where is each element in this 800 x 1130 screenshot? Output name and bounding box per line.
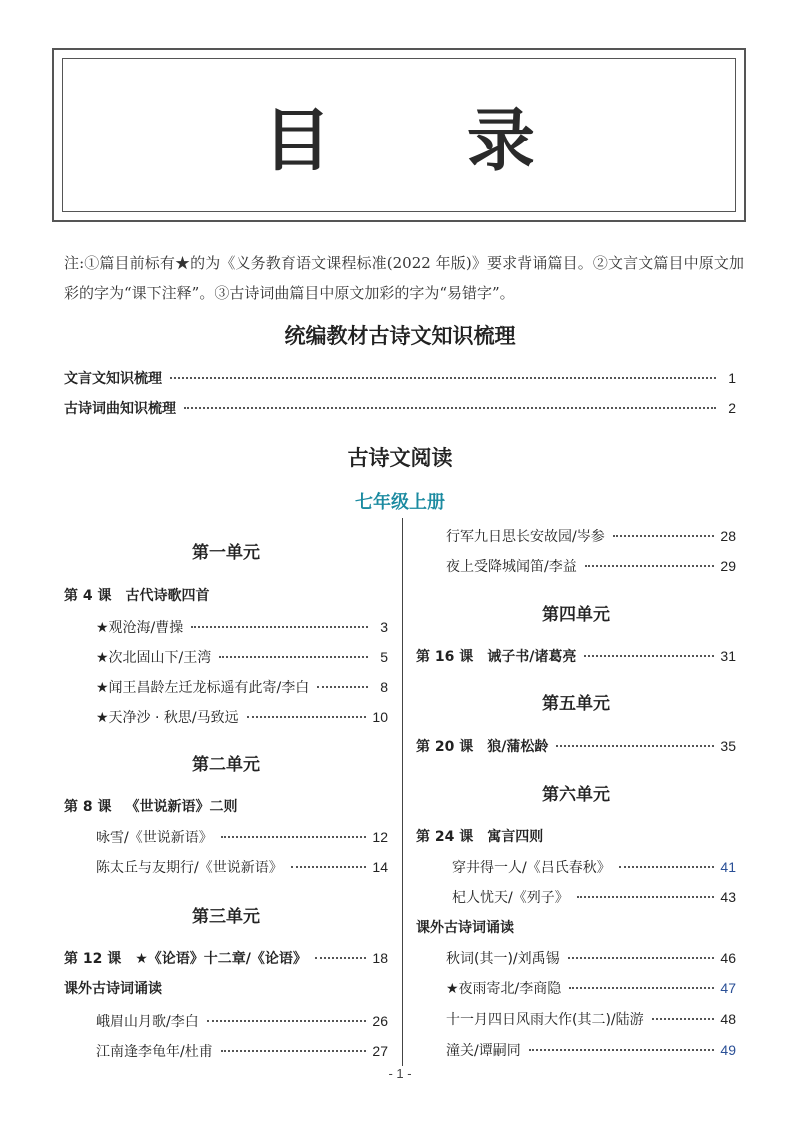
dot-leader xyxy=(221,836,367,838)
toc-row[interactable] xyxy=(96,707,388,727)
toc-title: ★次北固山下/王湾 xyxy=(96,650,212,666)
toc-row[interactable] xyxy=(446,1009,736,1029)
lesson-heading[interactable] xyxy=(64,585,210,605)
toc-row[interactable] xyxy=(96,647,388,667)
toc-row[interactable] xyxy=(452,857,736,877)
dot-leader xyxy=(529,1049,715,1051)
toc-page: 2 xyxy=(728,400,736,416)
dot-leader xyxy=(221,1050,367,1052)
dot-leader xyxy=(569,987,714,989)
toc-page: 35 xyxy=(720,738,736,754)
toc-page: 31 xyxy=(720,648,736,664)
lesson-title: 《世说新语》二则 xyxy=(125,799,238,815)
toc-row[interactable] xyxy=(96,857,388,877)
toc-row[interactable] xyxy=(416,646,736,666)
toc-page: 1 xyxy=(728,370,736,386)
toc-row[interactable] xyxy=(64,948,388,968)
toc-page: 12 xyxy=(372,829,388,845)
dot-leader xyxy=(184,407,716,409)
column-divider xyxy=(402,518,403,1066)
lesson-number: 第 4 课 xyxy=(64,588,112,604)
lesson-number: 第 8 课 xyxy=(64,799,112,815)
toc-page: 18 xyxy=(372,950,388,966)
toc-row[interactable] xyxy=(96,1041,388,1061)
dot-leader xyxy=(619,866,715,868)
lesson-title: 古代诗歌四首 xyxy=(125,588,210,604)
toc-title: 潼关/谭嗣同 xyxy=(446,1043,521,1059)
toc-row[interactable] xyxy=(446,978,736,998)
dot-leader xyxy=(219,656,368,658)
toc-row[interactable] xyxy=(452,887,736,907)
usage-note: 注:①篇目前标有★的为《义务教育语文课程标准(2022 年版)》要求背诵篇目。②文言文篇目中原文加彩的字为“课下注释”。③古诗词曲篇目中原文加彩的字为“易错字”。 xyxy=(64,254,744,302)
dot-leader xyxy=(207,1020,367,1022)
unit-heading: 第三单元 xyxy=(192,907,260,927)
lesson-title: 寓言四则 xyxy=(487,829,544,845)
toc-title: 夜上受降城闻笛/李益 xyxy=(446,559,577,575)
toc-title: 峨眉山月歌/李白 xyxy=(96,1014,199,1030)
grade-heading: 七年级上册 xyxy=(355,492,445,513)
toc-page: 46 xyxy=(720,950,736,966)
toc-title: 陈太丘与友期行/《世说新语》 xyxy=(96,860,283,876)
toc-page: 48 xyxy=(720,1011,736,1027)
toc-title: 古诗词曲知识梳理 xyxy=(64,401,176,417)
unit-heading: 第二单元 xyxy=(192,755,260,775)
toc-page: 41 xyxy=(720,859,736,875)
toc-row[interactable] xyxy=(96,617,388,637)
toc-row[interactable] xyxy=(446,556,736,576)
toc-title: 狼/蒲松龄 xyxy=(487,739,549,755)
dot-leader xyxy=(317,686,368,688)
unit-heading: 第一单元 xyxy=(192,543,260,563)
dot-leader xyxy=(291,866,367,868)
toc-row[interactable] xyxy=(96,677,388,697)
title-frame-inner xyxy=(62,58,736,212)
toc-title: 行军九日思长安故园/岑参 xyxy=(446,529,605,545)
toc-page: 28 xyxy=(720,528,736,544)
extra-reading-heading: 课外古诗词诵读 xyxy=(416,920,514,936)
toc-page: 49 xyxy=(720,1042,736,1058)
toc-page: 5 xyxy=(380,649,388,665)
toc-title: ★天净沙 · 秋思/马致远 xyxy=(96,710,239,726)
dot-leader xyxy=(247,716,367,718)
dot-leader xyxy=(613,535,715,537)
lesson-number: 第 16 课 xyxy=(416,649,474,665)
toc-page: 8 xyxy=(380,679,388,695)
toc-page: 10 xyxy=(372,709,388,725)
dot-leader xyxy=(315,957,367,959)
dot-leader xyxy=(170,377,716,379)
lesson-number: 第 24 课 xyxy=(416,829,474,845)
toc-title: 穿井得一人/《吕氏春秋》 xyxy=(452,860,611,876)
toc-row[interactable] xyxy=(96,1011,388,1031)
toc-title: 江南逢李龟年/杜甫 xyxy=(96,1044,213,1060)
toc-title: ★《论语》十二章/《论语》 xyxy=(135,951,307,967)
extra-reading-heading: 课外古诗词诵读 xyxy=(64,981,162,997)
toc-row[interactable] xyxy=(446,948,736,968)
toc-title: ★观沧海/曹操 xyxy=(96,620,184,636)
lesson-number: 第 12 课 xyxy=(64,951,122,967)
toc-title: 诫子书/诸葛亮 xyxy=(487,649,577,665)
dot-leader xyxy=(584,655,714,657)
dot-leader xyxy=(577,896,715,898)
toc-title: 十一月四日风雨大作(其二)/陆游 xyxy=(446,1012,644,1028)
toc-page: 29 xyxy=(720,558,736,574)
dot-leader xyxy=(191,626,368,628)
lesson-number: 第 20 课 xyxy=(416,739,474,755)
section-heading-reading: 古诗文阅读 xyxy=(347,446,453,470)
dot-leader xyxy=(652,1018,715,1020)
toc-title: ★闻王昌龄左迁龙标遥有此寄/李白 xyxy=(96,680,310,696)
toc-title: 文言文知识梳理 xyxy=(64,371,162,387)
dot-leader xyxy=(568,957,715,959)
unit-heading: 第五单元 xyxy=(542,694,610,714)
toc-title: 秋词(其一)/刘禹锡 xyxy=(446,951,560,967)
page-number: - 1 - xyxy=(388,1066,412,1081)
lesson-heading[interactable] xyxy=(416,826,543,846)
toc-row[interactable] xyxy=(64,368,736,388)
unit-heading: 第六单元 xyxy=(542,785,610,805)
toc-row[interactable] xyxy=(96,827,388,847)
toc-page: 47 xyxy=(720,980,736,996)
toc-page: 3 xyxy=(380,619,388,635)
toc-page: 27 xyxy=(372,1043,388,1059)
dot-leader xyxy=(556,745,714,747)
toc-row[interactable] xyxy=(64,398,736,418)
unit-heading: 第四单元 xyxy=(542,605,610,625)
lesson-heading[interactable] xyxy=(64,796,238,816)
toc-page: 14 xyxy=(372,859,388,875)
toc-row[interactable] xyxy=(446,1040,736,1060)
toc-title: 咏雪/《世说新语》 xyxy=(96,830,213,846)
toc-title: 杞人忧天/《列子》 xyxy=(452,890,569,906)
toc-title: ★夜雨寄北/李商隐 xyxy=(446,981,562,997)
toc-page: 43 xyxy=(720,889,736,905)
dot-leader xyxy=(585,565,715,567)
page-title: 目 录 xyxy=(263,100,591,181)
toc-page: 26 xyxy=(372,1013,388,1029)
toc-row[interactable] xyxy=(416,736,736,756)
toc-row[interactable] xyxy=(446,526,736,546)
section-heading-knowledge: 统编教材古诗文知识梳理 xyxy=(284,324,516,348)
